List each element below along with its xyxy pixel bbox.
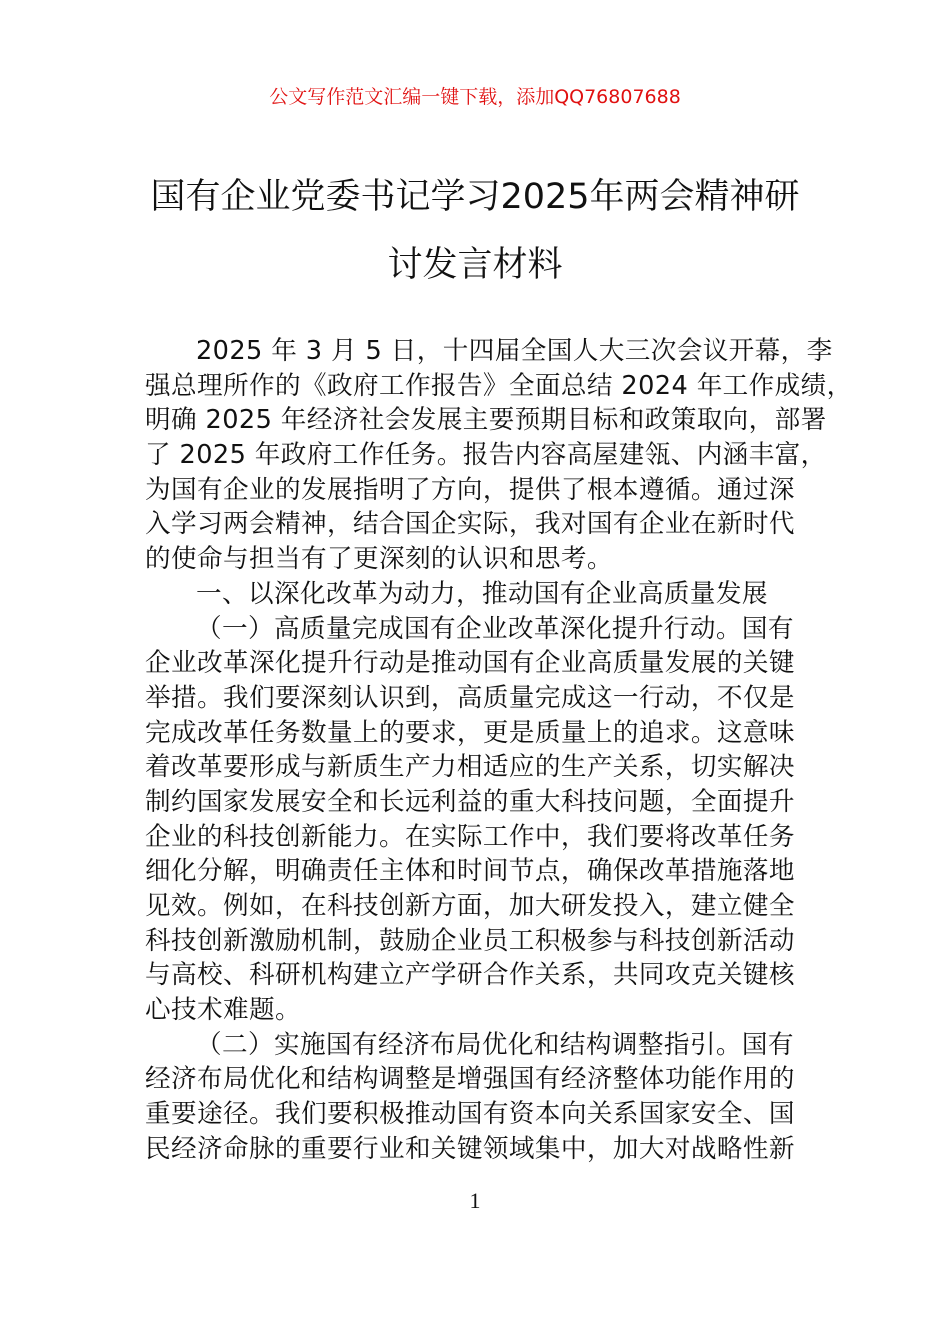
text-line: 科技创新激励机制，鼓励企业员工积极参与科技创新活动 bbox=[145, 925, 795, 956]
text-line: 民经济命脉的重要行业和关键领域集中，加大对战略性新 bbox=[145, 1133, 795, 1164]
paragraph bbox=[145, 577, 835, 612]
text-line: 与高校、科研机构建立产学研合作关系，共同攻克关键核 bbox=[145, 960, 795, 991]
text-line: 经济布局优化和结构调整是增强国有经济整体功能作用的 bbox=[145, 1064, 795, 1095]
text-line: （一）高质量完成国有企业改革深化提升行动。国有 bbox=[196, 613, 794, 644]
text-line: 的使命与担当有了更深刻的认识和思考。 bbox=[145, 544, 613, 575]
page-number: 1 bbox=[469, 1188, 481, 1213]
text-line: 明确 2025 年经济社会发展主要预期目标和政策取向，部署 bbox=[145, 405, 827, 436]
paragraph bbox=[145, 1028, 835, 1167]
text-line: 了 2025 年政府工作任务。报告内容高屋建瓴、内涵丰富， bbox=[145, 440, 827, 471]
text-line: 细化分解，明确责任主体和时间节点，确保改革措施落地 bbox=[145, 856, 795, 887]
text-line: （二）实施国有经济布局优化和结构调整指引。国有 bbox=[196, 1029, 794, 1060]
text-line: 制约国家发展安全和长远利益的重大科技问题，全面提升 bbox=[145, 786, 795, 817]
document-body bbox=[145, 334, 853, 1167]
text-line: 心技术难题。 bbox=[145, 995, 301, 1026]
text-line: 重要途径。我们要积极推动国有资本向关系国家安全、国 bbox=[145, 1099, 795, 1130]
document-title-line-2: 讨发言材料 bbox=[387, 245, 563, 285]
text-line: 为国有企业的发展指明了方向，提供了根本遵循。通过深 bbox=[145, 474, 795, 505]
text-line: 着改革要形成与新质生产力相适应的生产关系，切实解决 bbox=[145, 752, 795, 783]
download-notice: 公文写作范文汇编一键下载，添加QQ76807688 bbox=[269, 86, 681, 108]
paragraph bbox=[145, 612, 835, 1028]
text-line: 强总理所作的《政府工作报告》全面总结 2024 年工作成绩， bbox=[145, 370, 853, 401]
text-line: 2025 年 3 月 5 日，十四届全国人大三次会议开幕，李 bbox=[196, 336, 833, 366]
text-line: 入学习两会精神，结合国企实际，我对国有企业在新时代 bbox=[145, 509, 795, 540]
text-line: 见效。例如，在科技创新方面，加大研发投入，建立健全 bbox=[145, 891, 795, 921]
text-line: 企业改革深化提升行动是推动国有企业高质量发展的关键 bbox=[145, 648, 795, 679]
text-line: 举措。我们要深刻认识到，高质量完成这一行动，不仅是 bbox=[145, 682, 795, 713]
text-line: 一、以深化改革为动力，推动国有企业高质量发展 bbox=[196, 578, 768, 609]
document-title-line-1: 国有企业党委书记学习2025年两会精神研 bbox=[150, 177, 800, 217]
text-line: 企业的科技创新能力。在实际工作中，我们要将改革任务 bbox=[145, 821, 795, 852]
text-line: 完成改革任务数量上的要求，更是质量上的追求。这意味 bbox=[145, 717, 795, 748]
paragraph bbox=[145, 334, 853, 577]
